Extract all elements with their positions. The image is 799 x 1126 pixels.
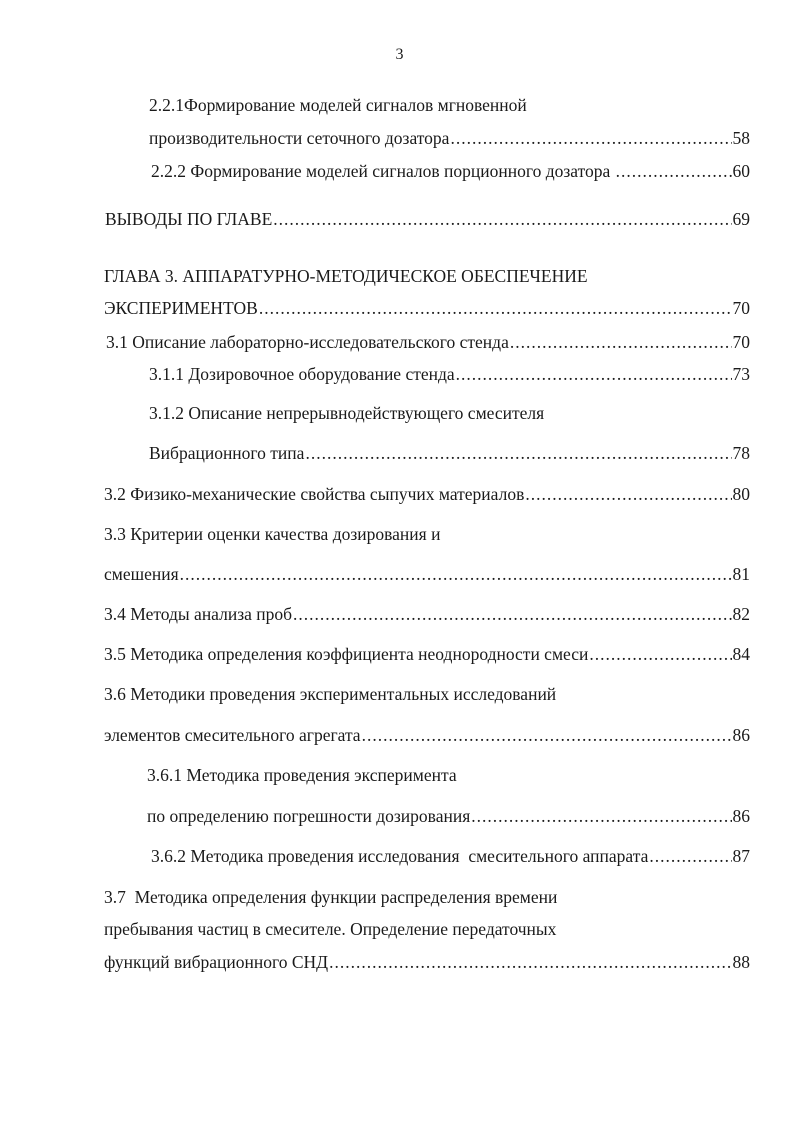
toc-entry-2-2-1-line1	[149, 94, 527, 116]
toc-entry-text: элементов смесительного агрегата	[104, 725, 361, 745]
toc-entry-page: 70	[732, 298, 750, 318]
toc-entry-text: функций вибрационного СНД	[104, 952, 329, 972]
dot-leader	[510, 331, 732, 353]
toc-entry-2-2-1-line2	[149, 127, 750, 149]
dot-leader	[293, 603, 731, 625]
toc-entry-2-2-2	[151, 160, 750, 182]
dot-leader	[362, 724, 732, 746]
dot-leader	[273, 208, 731, 230]
toc-entry-3-5	[104, 643, 750, 665]
dot-leader	[329, 951, 731, 973]
toc-entry-page: 58	[732, 128, 750, 148]
toc-entry-text: производительности сеточного дозатора	[149, 128, 450, 148]
toc-entry-text: 3.6.1 Методика проведения эксперимента	[147, 765, 457, 785]
toc-entry-page: 73	[732, 364, 750, 384]
toc-entry-chapter-3-line1	[104, 265, 588, 287]
toc-entry-text: смешения	[104, 564, 179, 584]
toc-entry-text: 3.6.2 Методика проведения исследования смесительного аппарата	[151, 846, 649, 866]
toc-entry-page: 78	[732, 443, 750, 463]
dot-leader	[471, 805, 731, 827]
toc-entry-3-6-line2	[104, 724, 750, 746]
toc-entry-text: 2.2.1Формирование моделей сигналов мгновенной	[149, 95, 527, 115]
toc-entry-3-6-1-line2	[147, 805, 750, 827]
toc-entry-text: 3.6 Методики проведения экспериментальных исследований	[104, 684, 557, 704]
dot-leader	[616, 160, 732, 182]
page-number: 3	[395, 46, 404, 63]
toc-entry-3-1-2-line2	[149, 442, 750, 464]
toc-entry-text: ГЛАВА 3. АППАРАТУРНО-МЕТОДИЧЕСКОЕ ОБЕСПЕЧЕНИЕ	[104, 266, 588, 286]
toc-entry-text: ВЫВОДЫ ПО ГЛАВЕ	[105, 209, 273, 229]
dot-leader	[525, 483, 731, 505]
toc-entry-chapter-3-line2	[104, 297, 750, 319]
toc-entry-page: 82	[732, 604, 750, 624]
toc-entry-3-3-line2	[104, 563, 750, 585]
toc-entry-page: 88	[732, 952, 750, 972]
toc-entry-text: 3.1.1 Дозировочное оборудование стенда	[149, 364, 455, 384]
toc-entry-page: 69	[732, 209, 750, 229]
toc-entry-3-7-line2	[104, 918, 556, 940]
toc-entry-3-2	[104, 483, 750, 505]
toc-entry-3-7-line1	[104, 886, 557, 908]
dot-leader	[180, 563, 732, 585]
toc-entry-3-7-line3	[104, 951, 750, 973]
toc-entry-text: 3.5 Методика определения коэффициента неоднородности смеси	[104, 644, 589, 664]
dot-leader	[450, 127, 731, 149]
toc-entry-3-1-2-line1	[149, 402, 544, 424]
toc-entry-page: 60	[732, 161, 750, 181]
toc-entry-text: 3.3 Критерии оценки качества дозирования и	[104, 524, 441, 544]
toc-entry-3-3-line1	[104, 523, 440, 545]
dot-leader	[259, 297, 732, 319]
toc-entry-3-1	[106, 331, 750, 353]
toc-entry-3-1-1	[149, 363, 750, 385]
toc-entry-page: 81	[732, 564, 750, 584]
toc-entry-text: 3.4 Методы анализа проб	[104, 604, 293, 624]
toc-entry-page: 80	[732, 484, 750, 504]
dot-leader	[589, 643, 731, 665]
toc-entry-text: 3.1 Описание лабораторно-исследовательского стенда	[106, 332, 509, 352]
toc-entry-text: 3.7 Методика определения функции распределения времени	[104, 887, 558, 907]
toc-entry-text: 3.1.2 Описание непрерывнодействующего смесителя	[149, 403, 545, 423]
toc-entry-page: 70	[732, 332, 750, 352]
toc-entry-3-6-2	[151, 845, 750, 867]
toc-entry-3-6-line1	[104, 683, 556, 705]
toc-entry-text: по определению погрешности дозирования	[147, 806, 471, 826]
toc-entry-3-6-1-line1	[147, 764, 457, 786]
toc-entry-text: Вибрационного типа	[149, 443, 305, 463]
dot-leader	[305, 442, 731, 464]
toc-entry-page: 84	[732, 644, 750, 664]
dot-leader	[649, 845, 731, 867]
toc-entry-text: пребывания частиц в смесителе. Определение передаточных	[104, 919, 557, 939]
toc-entry-conclusions	[105, 208, 750, 230]
toc-entry-3-4	[104, 603, 750, 625]
toc-entry-page: 86	[732, 725, 750, 745]
toc-entry-text: 2.2.2 Формирование моделей сигналов порционного дозатора	[151, 161, 615, 181]
toc-entry-text: 3.2 Физико-механические свойства сыпучих материалов	[104, 484, 525, 504]
toc-entry-page: 86	[732, 806, 750, 826]
toc-entry-page: 87	[732, 846, 750, 866]
dot-leader	[456, 363, 732, 385]
toc-entry-text: ЭКСПЕРИМЕНТОВ	[104, 298, 258, 318]
